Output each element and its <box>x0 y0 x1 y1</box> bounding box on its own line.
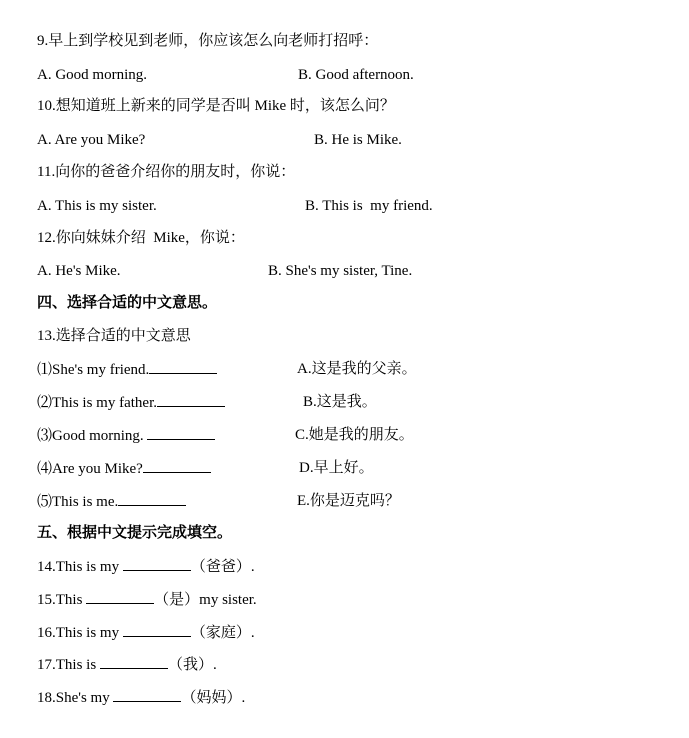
match-row-4-right: D.早上好。 <box>299 460 374 476</box>
q11-option-b: B. This is my friend. <box>305 198 433 214</box>
q11-option-a: A. This is my sister. <box>37 198 157 214</box>
q12-option-b: B. She's my sister, Tine. <box>268 263 413 279</box>
match-row-2-left: ⑵This is my father. <box>37 392 225 413</box>
match-row-5-left: ⑸This is me. <box>37 491 186 512</box>
q12-question: 12.你向妹妹介绍 Mike，你说： <box>37 230 245 246</box>
fill-blank[interactable] <box>123 556 191 571</box>
match-row-3-left: ⑶Good morning. <box>37 425 215 446</box>
answer-blank[interactable] <box>143 458 211 473</box>
fill-blank[interactable] <box>100 654 168 669</box>
q9-question: 9.早上到学校见到老师，你应该怎么向老师打招呼： <box>37 33 379 49</box>
q10-question: 10.想知道班上新来的同学是否叫 Mike 时，该怎么问？ <box>37 98 395 114</box>
match-row-4-left: ⑷Are you Mike? <box>37 458 211 479</box>
answer-blank[interactable] <box>118 491 186 506</box>
q11-question: 11.向你的爸爸介绍你的朋友时，你说： <box>37 164 296 180</box>
fill-item-14: 14.This is my （爸爸）. <box>37 556 255 577</box>
fill-item-18: 18.She's my （妈妈）. <box>37 687 245 708</box>
section-5-heading: 五、根据中文提示完成填空。 <box>37 525 233 541</box>
section-4-heading: 四、选择合适的中文意思。 <box>37 295 218 311</box>
fill-blank[interactable] <box>86 589 154 604</box>
q12-option-a: A. He's Mike. <box>37 263 121 279</box>
match-row-1-left: ⑴She's my friend. <box>37 359 217 380</box>
answer-blank[interactable] <box>147 425 215 440</box>
q9-option-a: A. Good morning. <box>37 67 147 83</box>
answer-blank[interactable] <box>157 392 225 407</box>
match-row-5-right: E.你是迈克吗？ <box>297 493 400 509</box>
q13-title: 13.选择合适的中文意思 <box>37 328 191 344</box>
match-row-1-right: A.这是我的父亲。 <box>297 361 417 377</box>
fill-blank[interactable] <box>113 687 181 702</box>
fill-blank[interactable] <box>123 622 191 637</box>
fill-item-17: 17.This is （我）. <box>37 654 217 675</box>
match-row-2-right: B.这是我。 <box>303 394 377 410</box>
q10-option-a: A. Are you Mike? <box>37 132 146 148</box>
fill-item-15: 15.This （是）my sister. <box>37 589 257 610</box>
match-row-3-right: C.她是我的朋友。 <box>295 427 414 443</box>
q9-option-b: B. Good afternoon. <box>298 67 414 83</box>
fill-item-16: 16.This is my （家庭）. <box>37 622 255 643</box>
answer-blank[interactable] <box>149 359 217 374</box>
q10-option-b: B. He is Mike. <box>314 132 402 148</box>
